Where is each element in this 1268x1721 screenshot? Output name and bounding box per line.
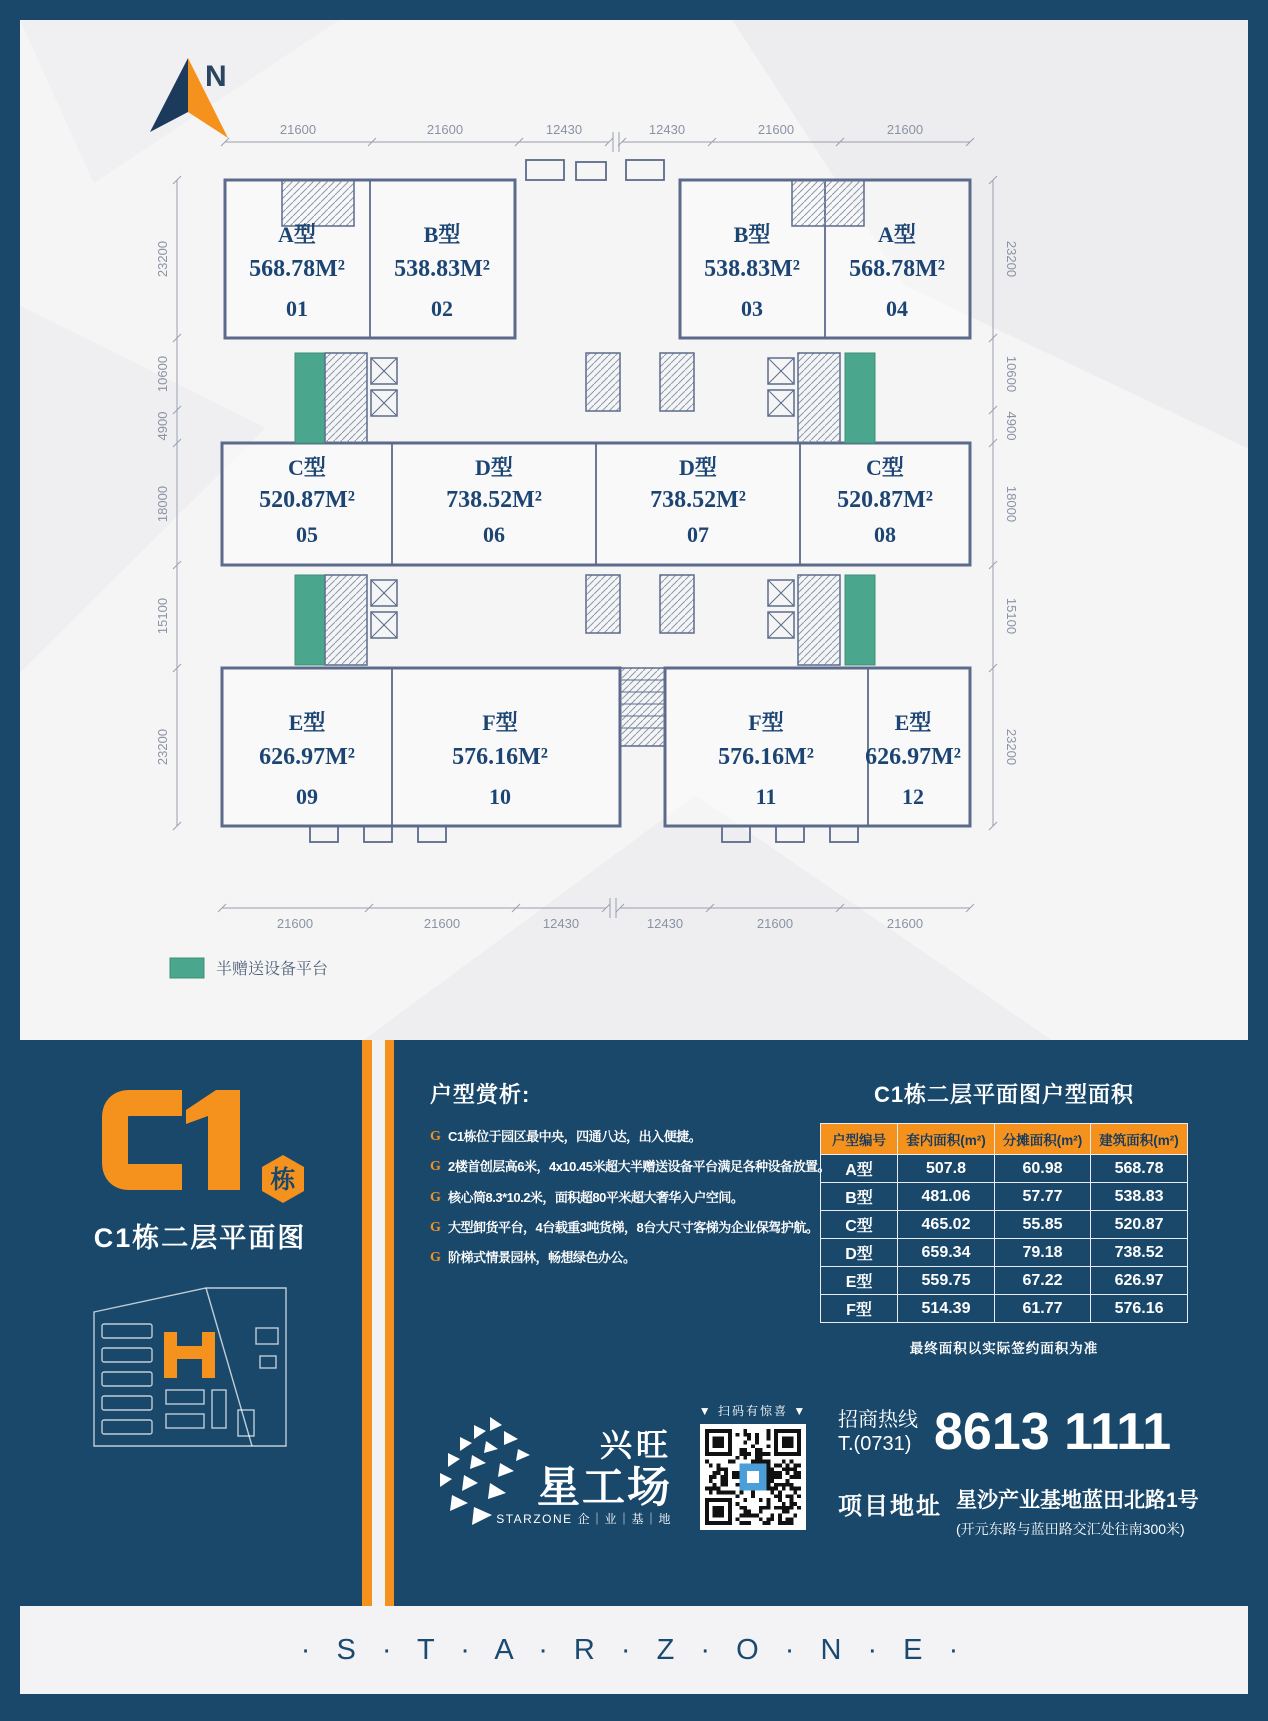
svg-text:B型: B型 bbox=[423, 222, 461, 247]
svg-text:626.97M²: 626.97M² bbox=[865, 744, 961, 770]
brand-name-xinggongchang: 星工场 bbox=[537, 1464, 672, 1512]
floorplan-area bbox=[20, 20, 1248, 1040]
divider-stripe-white bbox=[372, 1040, 385, 1606]
floorplan-caption: C1栋二层平面图 bbox=[93, 1223, 307, 1253]
brand-name-xingwang: 兴旺 bbox=[599, 1427, 672, 1463]
svg-text:08: 08 bbox=[874, 522, 896, 547]
svg-text:D型: D型 bbox=[679, 455, 717, 480]
address-value: 星沙产业基地蓝田北路1号 bbox=[956, 1489, 1199, 1512]
table-row: A型 507.8 60.98 568.78 bbox=[821, 1155, 1188, 1183]
divider-stripe-orange bbox=[362, 1040, 372, 1606]
footer-band bbox=[20, 1606, 1248, 1694]
legend-label: 半赠送设备平台 bbox=[216, 961, 329, 978]
dim-left bbox=[155, 176, 181, 830]
svg-text:A型: A型 bbox=[878, 222, 916, 247]
svg-text:23200: 23200 bbox=[1004, 240, 1019, 278]
svg-text:738.52M²: 738.52M² bbox=[446, 487, 542, 513]
dim-bottom bbox=[218, 898, 974, 931]
hotline-number: 8613 1111 bbox=[934, 1403, 1172, 1461]
site-keymap bbox=[88, 1280, 293, 1455]
svg-text:21600: 21600 bbox=[279, 122, 317, 137]
footer-starzone-text: · S · T · A · R · Z · O · N · E · bbox=[300, 1634, 968, 1666]
highlighted-building bbox=[164, 1332, 215, 1378]
table-row: E型 559.75 67.22 626.97 bbox=[821, 1267, 1188, 1295]
svg-text:11: 11 bbox=[755, 784, 777, 809]
analysis-bullet: G 阶梯式情景园林，畅想绿色办公。 bbox=[430, 1250, 636, 1265]
area-table-title: C1栋二层平面图户型面积 bbox=[873, 1082, 1135, 1107]
area-table bbox=[820, 1123, 1188, 1323]
svg-text:21600: 21600 bbox=[886, 122, 924, 137]
svg-text:18000: 18000 bbox=[155, 485, 170, 523]
svg-text:626.97M²: 626.97M² bbox=[259, 744, 355, 770]
bullet-icon: G bbox=[430, 1219, 441, 1235]
svg-text:10600: 10600 bbox=[155, 355, 170, 393]
analysis-bullet: G 核心筒8.3*10.2米，面积超80平米超大奢华入户空间。 bbox=[430, 1189, 744, 1205]
svg-text:01: 01 bbox=[286, 296, 308, 321]
svg-text:10: 10 bbox=[489, 784, 511, 809]
hotline-label: 招商热线 T.(0731) bbox=[838, 1409, 918, 1455]
area-table-section bbox=[820, 1078, 1188, 1357]
svg-text:568.78M²: 568.78M² bbox=[249, 256, 345, 282]
svg-text:12430: 12430 bbox=[648, 122, 686, 137]
north-label: N bbox=[205, 60, 227, 93]
svg-text:06: 06 bbox=[483, 522, 505, 547]
bullet-icon: G bbox=[430, 1129, 441, 1144]
svg-text:C型: C型 bbox=[288, 455, 326, 480]
svg-text:18000: 18000 bbox=[1004, 485, 1019, 523]
analysis-heading: 户型赏析: bbox=[430, 1082, 531, 1107]
brand-subtitle: STARZONE 企｜业｜基｜地 bbox=[496, 1512, 672, 1526]
equipment-platform bbox=[295, 575, 325, 665]
svg-text:4900: 4900 bbox=[155, 411, 170, 441]
analysis-bullet: G C1栋位于园区最中央，四通八达，出入便捷。 bbox=[430, 1129, 702, 1144]
svg-text:21600: 21600 bbox=[276, 916, 314, 931]
divider-stripe-orange bbox=[385, 1040, 394, 1606]
area-table-note: 最终面积以实际签约面积为准 bbox=[909, 1341, 1099, 1356]
analysis-bullet: G 大型卸货平台，4台载重3吨货梯，8台大尺寸客梯为企业保驾护航。 bbox=[430, 1219, 819, 1235]
svg-text:738.52M²: 738.52M² bbox=[650, 487, 746, 513]
svg-text:09: 09 bbox=[296, 784, 318, 809]
bullet-icon: G bbox=[430, 1250, 441, 1265]
plan-legend bbox=[170, 958, 328, 978]
dim-right bbox=[989, 176, 1019, 830]
building-logo bbox=[100, 1088, 305, 1206]
svg-text:C型: C型 bbox=[866, 455, 904, 480]
svg-text:12: 12 bbox=[902, 784, 924, 809]
hotline-row bbox=[838, 1402, 1240, 1462]
bullet-icon: G bbox=[430, 1159, 441, 1175]
table-row: C型 465.02 55.85 520.87 bbox=[821, 1211, 1188, 1239]
svg-text:B型: B型 bbox=[733, 222, 771, 247]
qr-code-image bbox=[705, 1429, 801, 1525]
floorplan-drawing bbox=[20, 20, 1248, 1040]
svg-text:21600: 21600 bbox=[757, 122, 795, 137]
qr-caption: ▼ 扫码有惊喜 ▼ bbox=[698, 1404, 808, 1418]
dim-top bbox=[221, 122, 974, 152]
svg-text:07: 07 bbox=[687, 522, 709, 547]
legend-swatch bbox=[170, 958, 204, 978]
table-row: F型 514.39 61.77 576.16 bbox=[821, 1295, 1188, 1323]
svg-text:21600: 21600 bbox=[426, 122, 464, 137]
contact-section bbox=[838, 1402, 1240, 1539]
svg-text:02: 02 bbox=[431, 296, 453, 321]
svg-text:F型: F型 bbox=[482, 710, 518, 735]
address-note: (开元东路与蓝田路交汇处往南300米) bbox=[956, 1521, 1185, 1537]
svg-text:12430: 12430 bbox=[545, 122, 583, 137]
svg-text:D型: D型 bbox=[475, 455, 513, 480]
svg-text:538.83M²: 538.83M² bbox=[394, 256, 490, 282]
svg-text:12430: 12430 bbox=[542, 916, 580, 931]
analysis-section bbox=[430, 1078, 830, 1266]
qr-code bbox=[700, 1424, 806, 1530]
address-label: 项目地址 bbox=[838, 1493, 942, 1520]
svg-text:23200: 23200 bbox=[155, 240, 170, 278]
svg-text:15100: 15100 bbox=[155, 597, 170, 635]
svg-text:21600: 21600 bbox=[423, 916, 461, 931]
svg-text:23200: 23200 bbox=[1004, 728, 1019, 766]
svg-text:A型: A型 bbox=[278, 222, 316, 247]
svg-text:10600: 10600 bbox=[1004, 355, 1019, 393]
table-row: B型 481.06 57.77 538.83 bbox=[821, 1183, 1188, 1211]
table-header-row: 户型编号 套内面积(m²) 分摊面积(m²) 建筑面积(m²) bbox=[821, 1124, 1188, 1155]
north-arrow-icon bbox=[150, 58, 228, 138]
svg-text:E型: E型 bbox=[288, 710, 326, 735]
equipment-platform bbox=[845, 353, 875, 443]
svg-text:576.16M²: 576.16M² bbox=[452, 744, 548, 770]
svg-text:520.87M²: 520.87M² bbox=[837, 487, 933, 513]
svg-text:23200: 23200 bbox=[155, 728, 170, 766]
svg-text:576.16M²: 576.16M² bbox=[718, 744, 814, 770]
svg-text:21600: 21600 bbox=[886, 916, 924, 931]
svg-text:03: 03 bbox=[741, 296, 763, 321]
hexagon-badge-label: 栋 bbox=[270, 1166, 296, 1194]
svg-text:F型: F型 bbox=[748, 710, 784, 735]
equipment-platform bbox=[845, 575, 875, 665]
svg-text:E型: E型 bbox=[894, 710, 932, 735]
table-row: D型 659.34 79.18 738.52 bbox=[821, 1239, 1188, 1267]
svg-text:15100: 15100 bbox=[1004, 597, 1019, 635]
svg-text:05: 05 bbox=[296, 522, 318, 547]
qr-block bbox=[698, 1402, 808, 1530]
svg-text:568.78M²: 568.78M² bbox=[849, 256, 945, 282]
svg-text:4900: 4900 bbox=[1004, 411, 1019, 441]
svg-text:21600: 21600 bbox=[756, 916, 794, 931]
equipment-platform bbox=[295, 353, 325, 443]
address-row bbox=[838, 1484, 1240, 1539]
analysis-bullet: G 2楼首创层高6米，4x10.45米超大半赠送设备平台满足各种设备放置。 bbox=[430, 1159, 830, 1175]
svg-text:04: 04 bbox=[886, 296, 908, 321]
svg-text:520.87M²: 520.87M² bbox=[259, 487, 355, 513]
svg-text:538.83M²: 538.83M² bbox=[704, 256, 800, 282]
bullet-icon: G bbox=[430, 1189, 441, 1205]
svg-text:12430: 12430 bbox=[646, 916, 684, 931]
